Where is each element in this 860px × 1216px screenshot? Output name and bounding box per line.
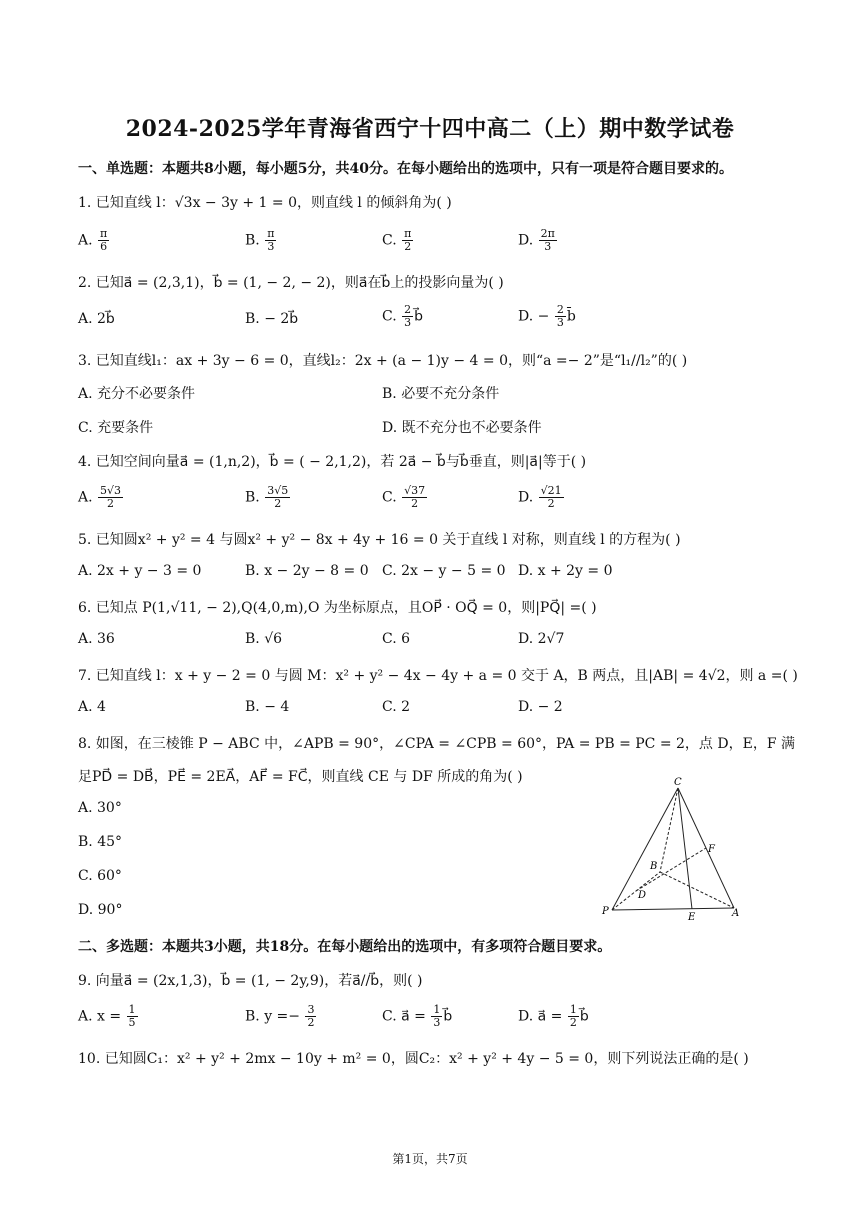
question-5-option-d: D. x + 2y = 0: [518, 563, 613, 579]
segment-CE: [678, 788, 692, 909]
question-4-option-d: D. $\frac{√21}{2}$: [518, 484, 562, 510]
question-5-option-b: B. x − 2y − 8 = 0: [245, 563, 369, 579]
question-2-option-b: B. − 2b⃗: [245, 311, 299, 327]
question-6-option-a: A. 36: [78, 631, 115, 647]
question-4-option-b: B. $\frac{3√5}{2}$: [245, 484, 289, 510]
segment-DF: [636, 848, 706, 891]
question-1-option-b: B. $\frac{\pi}{3}$: [245, 227, 275, 253]
question-8-stem-line-2: 足PD⃗ = DB⃗，PE⃗ = 2EA⃗，AF⃗ = FC⃗，则直线 CE 与 DF 所成的角为( ): [78, 769, 523, 785]
question-5-stem: 5. 已知圆x² + y² = 4 与圆x² + y² − 8x + 4y + 16 = 0 关于直线 l 对称，则直线 l 的方程为( ): [78, 532, 681, 548]
question-2-stem: 2. 已知a⃗ = (2,3,1)，b⃗ = (1, − 2, − 2)，则a⃗在b⃗上的投影向量为( ): [78, 275, 504, 291]
label-F: F: [708, 844, 715, 855]
question-8-option-c: C. 60°: [78, 868, 122, 884]
label-A: A: [732, 908, 740, 919]
question-10-stem: 10. 已知圆C₁：x² + y² + 2mx − 10y + m² = 0，圆C₂：x² + y² + 4y − 5 = 0，则下列说法正确的是( ): [78, 1051, 749, 1067]
edge-BA: [660, 872, 734, 908]
question-7-option-a: A. 4: [78, 699, 106, 715]
question-6-option-b: B. √6: [245, 631, 283, 647]
question-3-option-d: D. 既不充分也不必要条件: [382, 420, 542, 436]
question-3-stem: 3. 已知直线l₁：ax + 3y − 6 = 0，直线l₂：2x + (a − 1)y − 4 = 0，则“a =− 2”是“l₁//l₂”的( ): [78, 353, 688, 369]
question-7-option-b: B. − 4: [245, 699, 290, 715]
question-2-option-d: D. − $\frac{2}{3}$ b̄: [518, 303, 576, 329]
question-9-option-b: B. y =− $\frac{3}{2}$: [245, 1003, 315, 1029]
question-3-option-c: C. 充要条件: [78, 420, 154, 436]
question-4-stem: 4. 已知空间向量a⃗ = (1,n,2)，b⃗ = ( − 2,1,2)，若 2a⃗ − b⃗与b⃗垂直，则|a⃗|等于( ): [78, 454, 587, 470]
question-8-option-d: D. 90°: [78, 902, 123, 918]
label-B: B: [650, 861, 658, 872]
question-3-option-b: B. 必要不充分条件: [382, 386, 500, 402]
page-footer: 第1页，共7页: [392, 1152, 468, 1166]
triangular-pyramid-figure: [596, 774, 746, 924]
label-C: C: [674, 777, 682, 788]
question-6-option-c: C. 6: [382, 631, 411, 647]
question-2-option-a: A. 2b⃗: [78, 311, 115, 327]
question-1-option-c: C. $\frac{\pi}{2}$: [382, 227, 412, 253]
question-9-option-d: D. a⃗ = $\frac{1}{2}$ b⃗: [518, 1003, 589, 1029]
label-D: D: [638, 890, 647, 901]
question-5-option-c: C. 2x − y − 5 = 0: [382, 563, 506, 579]
question-9-stem: 9. 向量a⃗ = (2x,1,3)，b⃗ = (1, − 2y,9)，若a⃗//b⃗，则( ): [78, 973, 423, 989]
question-7-option-c: C. 2: [382, 699, 411, 715]
question-8-stem-line-1: 8. 如图，在三棱锥 P − ABC 中，∠APB = 90°，∠CPA = ∠CPB = 60°，PA = PB = PC = 2，点 D，E，F 满: [78, 736, 795, 752]
section-single-choice-header: 一、单选题：本题共8小题，每小题5分，共40分。在每小题给出的选项中，只有一项是符合题目要求的。: [78, 161, 733, 177]
question-2-option-c: C. $\frac{2}{3}$ b⃗: [382, 303, 424, 329]
question-8-option-b: B. 45°: [78, 834, 123, 850]
question-9-option-a: A. x = $\frac{1}{5}$: [78, 1003, 136, 1029]
question-9-option-c: C. a⃗ = $\frac{1}{3}$ b⃗: [382, 1003, 453, 1029]
question-6-option-d: D. 2√7: [518, 631, 565, 647]
section-multiple-choice-header: 二、多选题：本题共3小题，共18分。在每小题给出的选项中，有多项符合题目要求。: [78, 939, 612, 955]
edge-PA: [612, 908, 734, 910]
question-1-option-a: A. $\frac{\pi}{6}$: [78, 227, 108, 253]
question-8-option-a: A. 30°: [78, 800, 122, 816]
question-6-stem: 6. 已知点 P(1,√11, − 2),Q(4,0,m),O 为坐标原点，且OP⃗ · OQ⃗ = 0，则|PQ⃗| =( ): [78, 600, 597, 616]
question-7-stem: 7. 已知直线 l：x + y − 2 = 0 与圆 M：x² + y² − 4x − 4y + a = 0 交于 A，B 两点，且|AB| = 4√2，则 a =( ): [78, 668, 798, 684]
question-7-option-d: D. − 2: [518, 699, 563, 715]
edge-CB: [660, 788, 678, 872]
label-E: E: [688, 912, 696, 923]
question-1-option-d: D. $\frac{2\pi}{3}$: [518, 227, 555, 253]
label-P: P: [602, 906, 609, 917]
question-4-option-a: A. $\frac{5√3}{2}$: [78, 484, 122, 510]
page-title: 2024-2025学年青海省西宁十四中高二（上）期中数学试卷: [125, 116, 735, 142]
question-1-stem: 1. 已知直线 l：√3x − 3y + 1 = 0，则直线 l 的倾斜角为( ): [78, 195, 452, 211]
edge-CA: [678, 788, 734, 908]
question-5-option-a: A. 2x + y − 3 = 0: [78, 563, 202, 579]
question-4-option-c: C. $\frac{√37}{2}$: [382, 484, 426, 510]
question-3-option-a: A. 充分不必要条件: [78, 386, 196, 402]
